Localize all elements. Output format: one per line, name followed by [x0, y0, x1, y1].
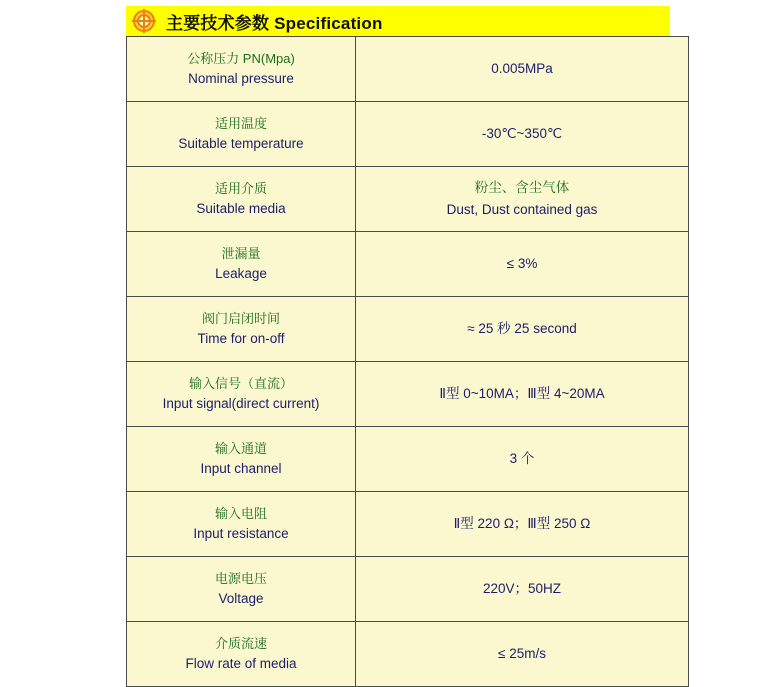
- table-row: [127, 492, 689, 557]
- value-cell: [356, 622, 689, 687]
- value-text-en: Dust, Dust contained gas: [446, 202, 598, 217]
- parameter-label-en: Suitable media: [196, 200, 286, 216]
- value-text: ≈ 25 秒 25 second: [467, 321, 577, 337]
- parameter-cell: [127, 427, 356, 492]
- parameter-cell: [127, 102, 356, 167]
- value-text: Ⅱ型 0~10MA；Ⅲ型 4~20MA: [439, 386, 605, 402]
- sheet-header: [126, 6, 670, 36]
- table-row: [127, 557, 689, 622]
- parameter-cell: [127, 232, 356, 297]
- value-text: 3 个: [509, 451, 535, 467]
- value-cell: [356, 297, 689, 362]
- value-text: 220V；50HZ: [482, 581, 562, 597]
- parameter-label-en: Voltage: [218, 590, 264, 606]
- parameter-label-cn: 输入通道: [214, 440, 267, 456]
- value-cell: [356, 37, 689, 102]
- value-cell: [356, 492, 689, 557]
- parameter-label-cn: 适用介质: [214, 180, 267, 196]
- parameter-label-cn: 输入信号（直流）: [188, 375, 293, 391]
- parameter-cell: [127, 557, 356, 622]
- parameter-cell: [127, 622, 356, 687]
- specification-table: [126, 36, 689, 687]
- parameter-label-cn: 阀门启闭时间: [201, 310, 280, 326]
- value-text: Ⅱ型 220 Ω；Ⅲ型 250 Ω: [453, 516, 591, 532]
- value-cell: [356, 102, 689, 167]
- value-text: 0.005MPa: [491, 61, 553, 77]
- value-text-cn: 粉尘、含尘气体: [474, 180, 570, 196]
- table-row: [127, 37, 689, 102]
- table-row: [127, 297, 689, 362]
- value-cell: [356, 362, 689, 427]
- parameter-label-cn: 介质流速: [214, 635, 267, 651]
- parameter-label-cn: 输入电阻: [214, 505, 267, 521]
- parameter-label-cn: 适用温度: [214, 115, 267, 131]
- value-text: -30℃~350℃: [481, 126, 563, 142]
- parameter-label-en: Flow rate of media: [185, 655, 297, 671]
- table-row: [127, 427, 689, 492]
- value-text: ≤ 3%: [506, 256, 538, 272]
- table-row: [127, 102, 689, 167]
- parameter-cell: [127, 297, 356, 362]
- parameter-label-en: Input channel: [200, 460, 282, 476]
- value-text: ≤ 25m/s: [498, 646, 546, 662]
- table-row: [127, 232, 689, 297]
- parameter-label-en: Input signal(direct current): [162, 395, 320, 411]
- parameter-cell: [127, 167, 356, 232]
- parameter-label-cn: 泄漏量: [221, 245, 261, 261]
- table-row: [127, 362, 689, 427]
- value-cell: [356, 167, 689, 232]
- value-cell: [356, 232, 689, 297]
- value-cell: [356, 427, 689, 492]
- parameter-label-en: Nominal pressure: [188, 70, 294, 86]
- parameter-label-en: Input resistance: [193, 525, 289, 541]
- parameter-label-cn: 电源电压: [214, 570, 267, 586]
- parameter-cell: [127, 37, 356, 102]
- specification-sheet: [126, 6, 670, 687]
- value-cell: [356, 557, 689, 622]
- table-row: [127, 167, 689, 232]
- parameter-label-cn: 公称压力 PN(Mpa): [187, 50, 295, 66]
- parameter-cell: [127, 362, 356, 427]
- parameter-cell: [127, 492, 356, 557]
- parameter-label-en: Suitable temperature: [178, 135, 304, 151]
- parameter-label-en: Leakage: [215, 265, 267, 281]
- page-title: 主要技术参数 Specification: [166, 13, 383, 33]
- crosshair-target-icon: [132, 9, 156, 33]
- table-row: [127, 622, 689, 687]
- parameter-label-en: Time for on-off: [197, 330, 285, 346]
